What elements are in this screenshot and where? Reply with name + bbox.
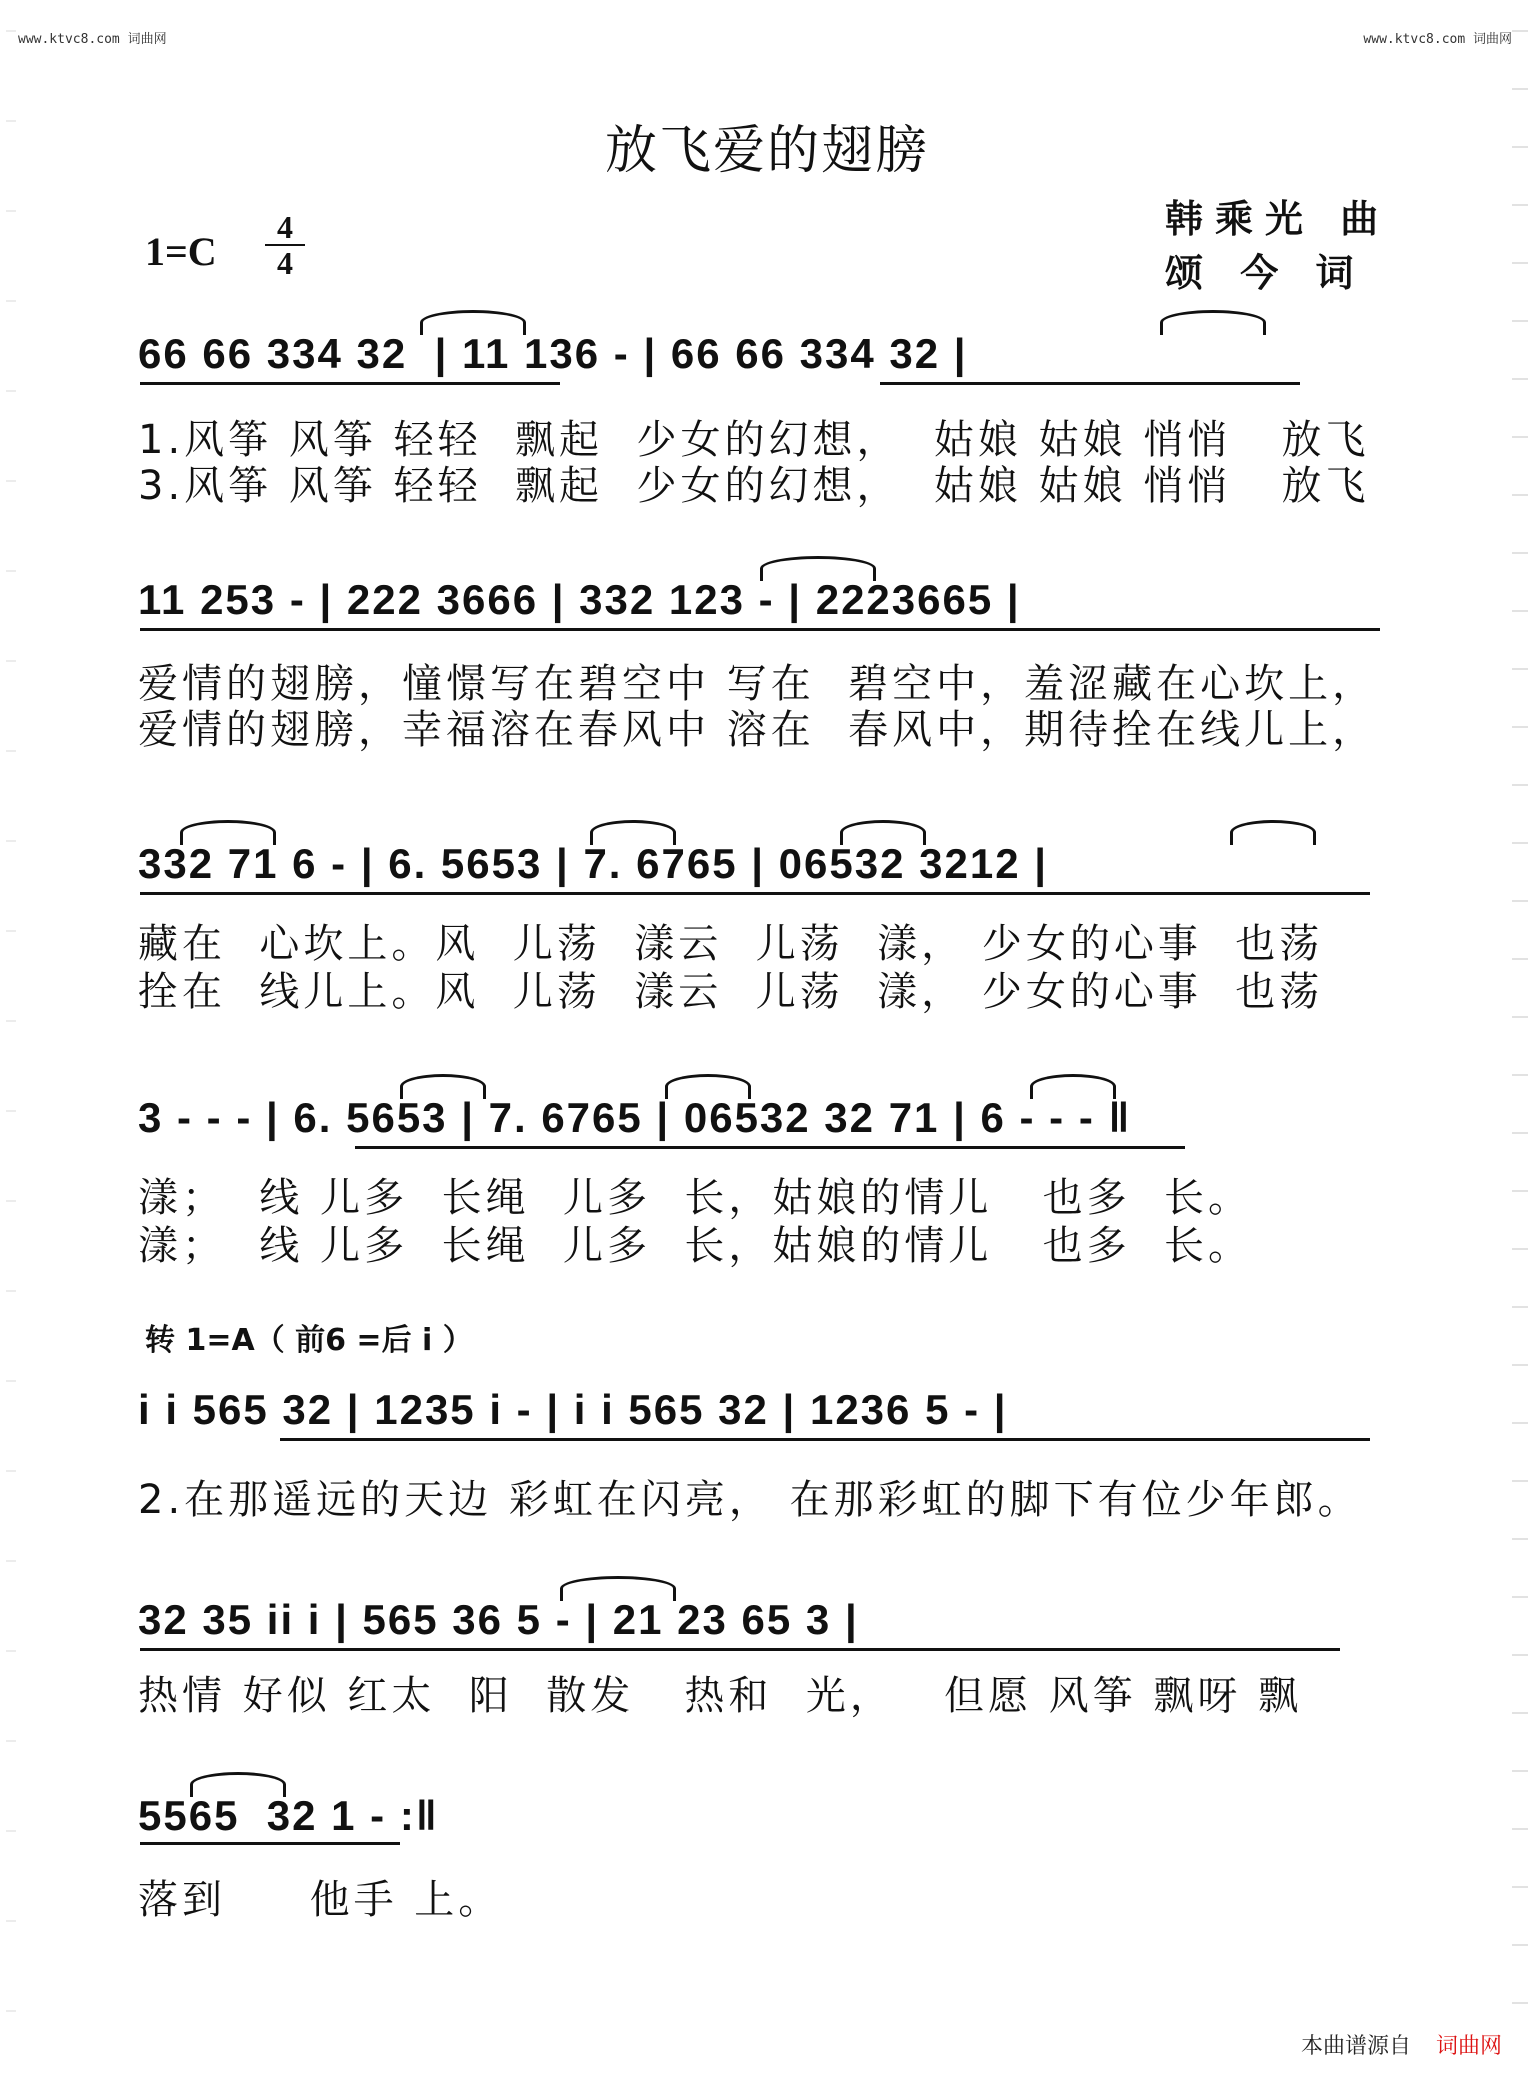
slur (760, 556, 876, 581)
left-scan-strip (6, 30, 16, 2040)
right-watermark-strip (1512, 30, 1528, 2040)
slur (180, 820, 276, 845)
triplet-slur (190, 1772, 286, 1797)
time-signature-top: 4 (277, 209, 293, 245)
page-title: 放飞爱的翅膀 (604, 121, 929, 181)
header-url-right: www.ktvc8.com 词曲网 (1363, 32, 1512, 47)
staff-2-lyric-2: 爱情的翅膀，幸福溶在春风中 溶在 春风中，期待拴在线儿上， (138, 707, 1377, 753)
lyricist-credit: 颂 今 词 (1165, 251, 1366, 295)
beam-underline (355, 1146, 1185, 1149)
staff-1-notes: 66 66 334 32 | 11 136 - | 66 66 334 32 | (138, 330, 968, 377)
beam-underline (140, 1648, 1340, 1651)
key-signature: 1=C (145, 229, 217, 274)
staff-6-lyric-1: 热情 好似 红太 阳 散发 热和 光， 但愿 风筝 飘呀 飘 (138, 1673, 1303, 1719)
time-signature (265, 209, 305, 281)
staff-2-lyric-1: 爱情的翅膀，憧憬写在碧空中 写在 碧空中，羞涩藏在心坎上， (138, 661, 1377, 707)
slur (1030, 1074, 1116, 1099)
time-signature-bottom: 4 (277, 245, 293, 281)
staff-3-notes: 332 71 6 - | 6. 5653 | 7. 6765 | 06532 3212 | (138, 840, 1048, 887)
staff-4-lyric-2: 漾； 线 儿多 长绳 儿多 长，姑娘的情儿 也多 长。 (138, 1223, 1253, 1269)
slur (840, 820, 926, 845)
slur (420, 310, 526, 335)
slur (665, 1074, 751, 1099)
beam-underline (880, 382, 1300, 385)
staff-4-lyric-1: 漾； 线 儿多 长绳 儿多 长，姑娘的情儿 也多 长。 (138, 1175, 1253, 1221)
modulation-marking: 转 1=A（ 前6 =后 i ） (145, 1323, 473, 1358)
staff-6-notes: 32 35 ii i | 565 36 5 - | 21 23 65 3 | (138, 1596, 859, 1643)
footer-brand-link[interactable]: 词曲网 (1435, 2034, 1502, 2059)
staff-7-lyric-1: 落到 他手 上。 (138, 1877, 503, 1923)
staff-3-lyric-1: 藏在 心坎上。风 儿荡 漾云 儿荡 漾， 少女的心事 也荡 (138, 921, 1324, 967)
beam-underline (140, 892, 1370, 895)
slur (560, 1576, 676, 1601)
composer-credit: 韩乘光 曲 (1165, 197, 1391, 241)
beam-underline (140, 628, 1380, 631)
slur (1230, 820, 1316, 845)
staff-7-notes: 5565 32 1 - :‖ (138, 1792, 439, 1839)
beam-underline (140, 382, 560, 385)
slur (590, 820, 676, 845)
header-url-left: www.ktvc8.com 词曲网 (18, 32, 167, 47)
staff-1-lyric-2: 3.风筝 风筝 轻轻 飘起 少女的幻想， 姑娘 姑娘 悄悄 放飞 (138, 463, 1370, 509)
footer-source (1301, 2029, 1502, 2060)
beam-underline (140, 1842, 400, 1845)
staff-4-notes: 3 - - - | 6. 5653 | 7. 6765 | 06532 32 71 | 6 - - - ‖ (138, 1094, 1132, 1141)
staff-1-lyric-1: 1.风筝 风筝 轻轻 飘起 少女的幻想， 姑娘 姑娘 悄悄 放飞 (138, 417, 1370, 463)
slur (1160, 310, 1266, 335)
beam-underline (280, 1438, 1370, 1441)
footer-source-label: 本曲谱源自 (1300, 2034, 1411, 2059)
staff-2-notes: 11 253 - | 222 3666 | 332 123 - | 2223665 | (138, 576, 1021, 623)
staff-5-notes: i i 565 32 | 1235 i - | i i 565 32 | 1236 5 - | (138, 1386, 1008, 1433)
staff-5-lyric-1: 2.在那遥远的天边 彩虹在闪亮， 在那彩虹的脚下有位少年郎。 (138, 1477, 1362, 1523)
slur (400, 1074, 486, 1099)
staff-3-lyric-2: 拴在 线儿上。风 儿荡 漾云 儿荡 漾， 少女的心事 也荡 (138, 969, 1324, 1015)
